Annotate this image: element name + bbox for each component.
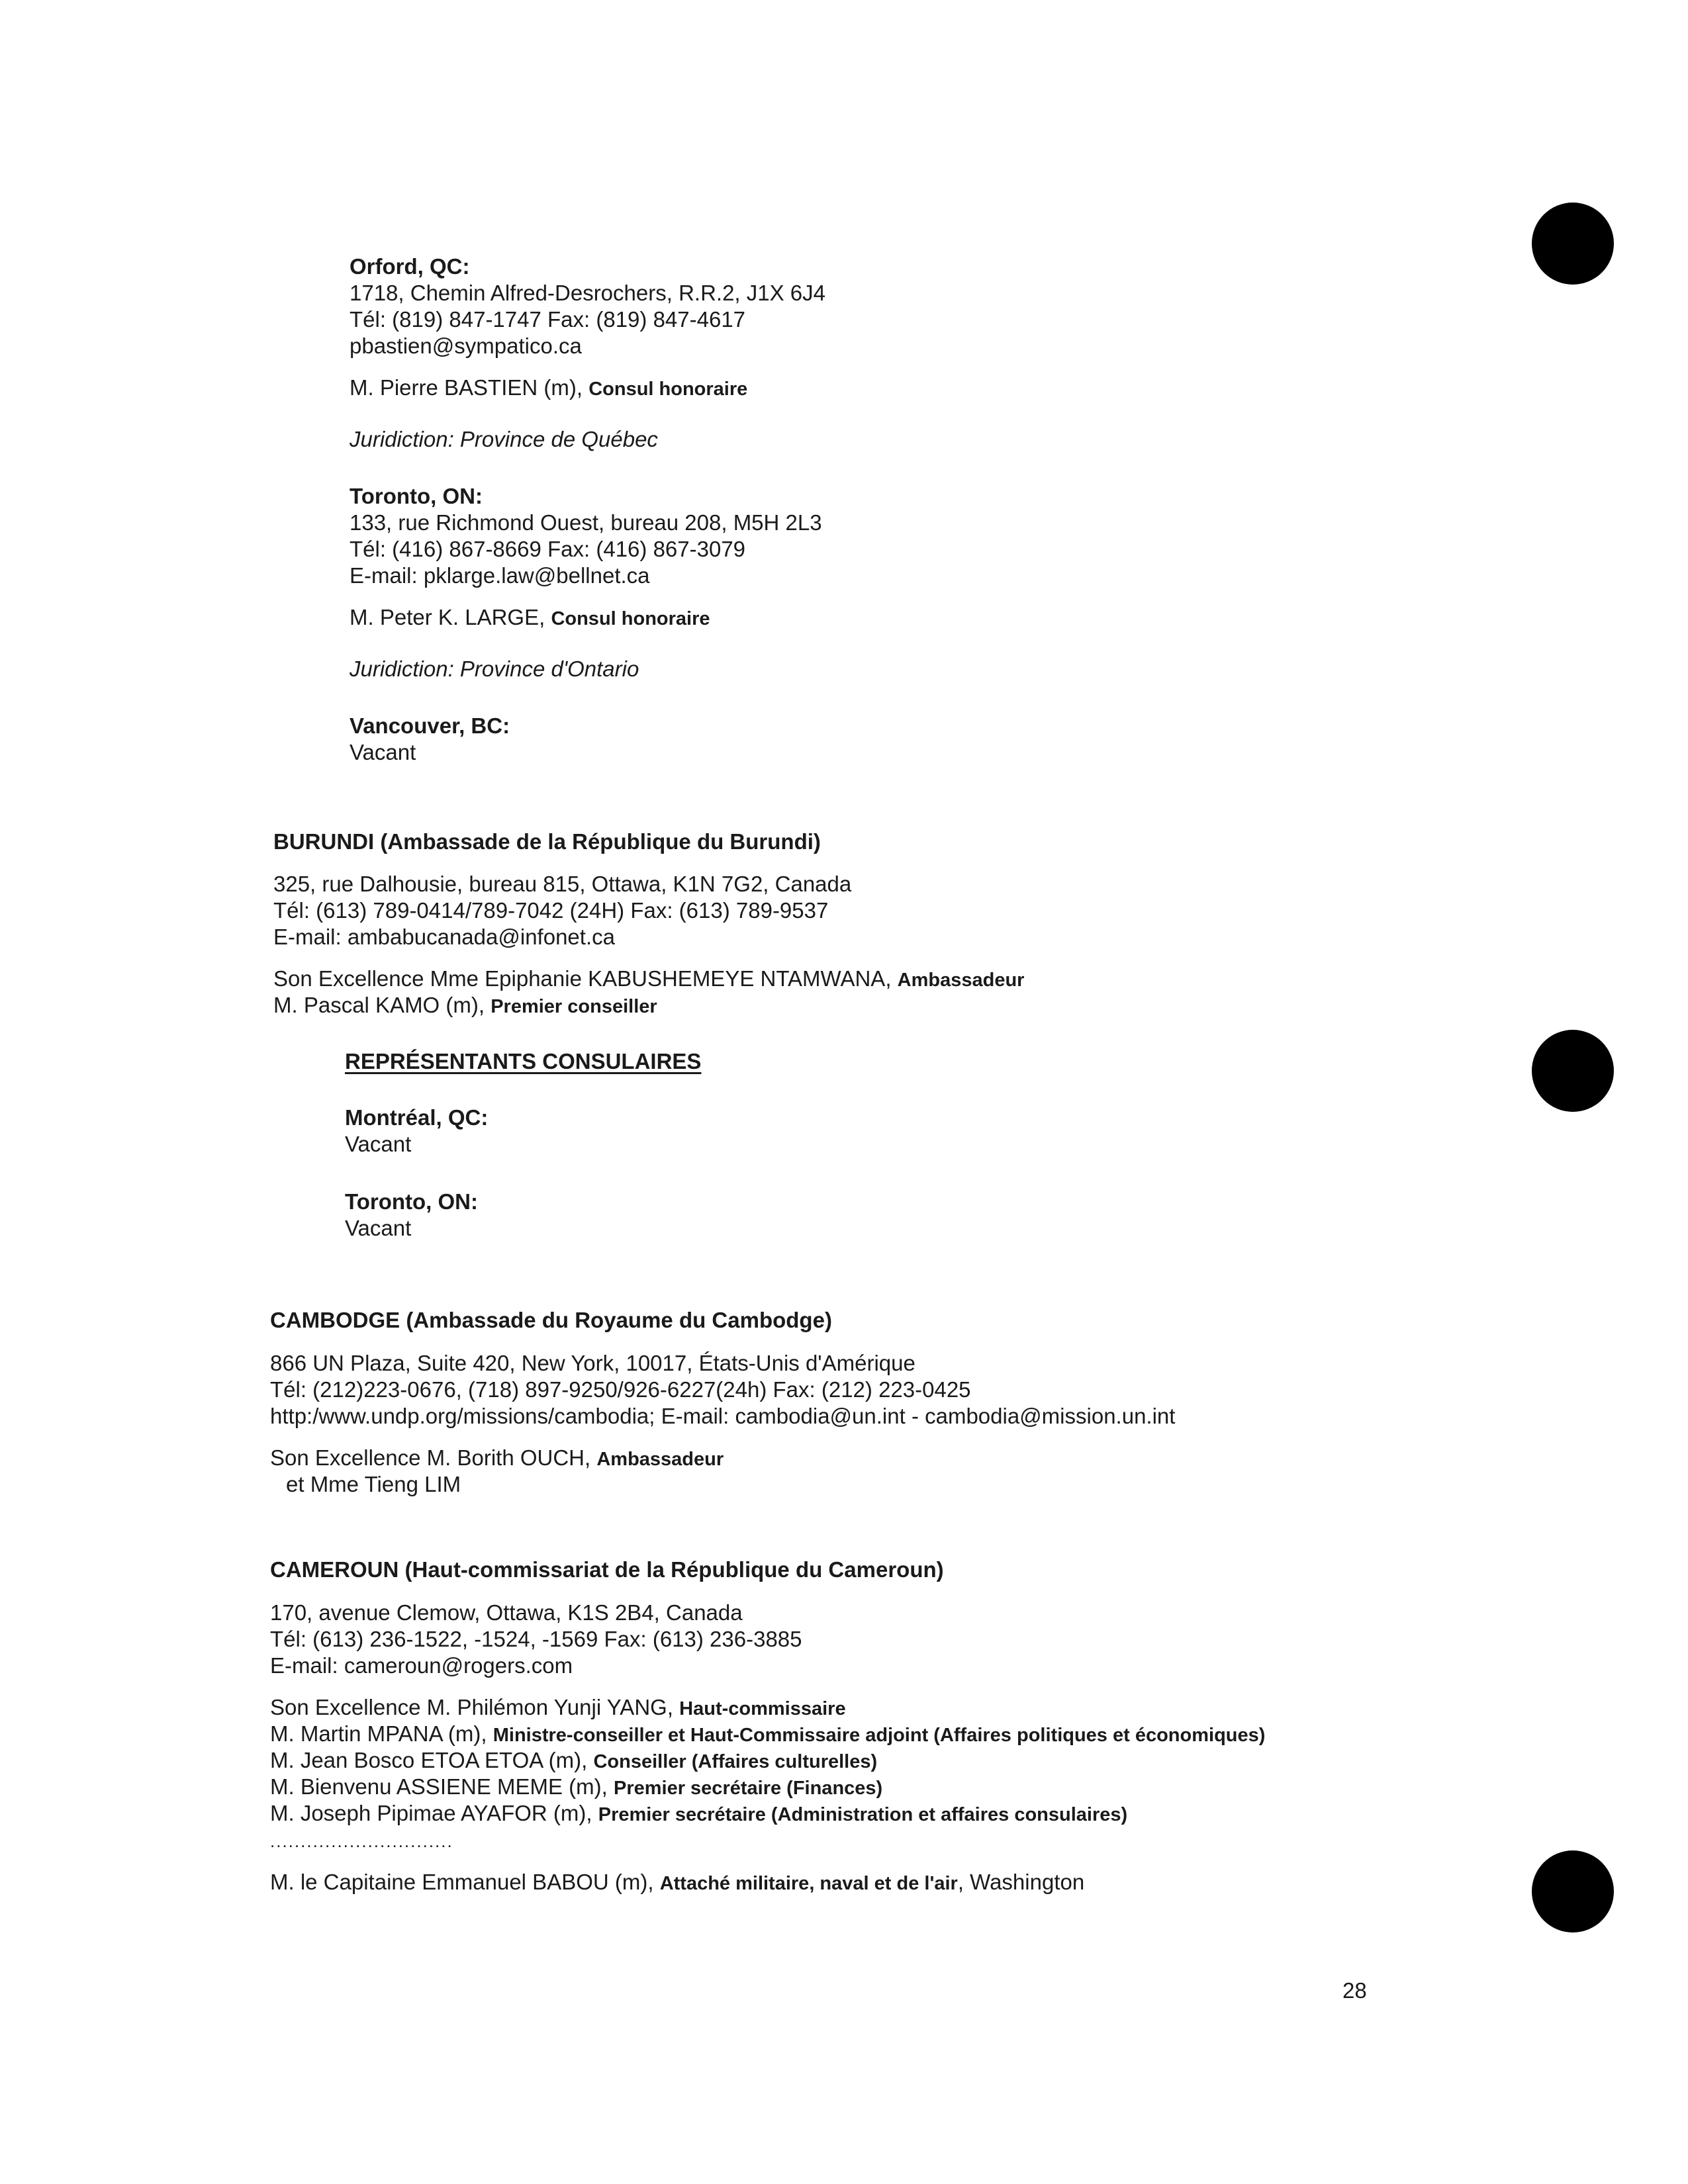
burundi-toronto-status: Vacant xyxy=(345,1216,412,1240)
cambodge-spouse: et Mme Tieng LIM xyxy=(286,1472,461,1496)
cambodge-web-email: http:/www.undp.org/missions/cambodia; E-mail: cambodia@un.int - cambodia@mission.un.int xyxy=(270,1404,1176,1428)
burundi-toronto-city: Toronto, ON: xyxy=(345,1189,478,1214)
cameroun-separator: .............................. xyxy=(270,1831,453,1851)
cameroun-email: E-mail: cameroun@rogers.com xyxy=(270,1653,573,1678)
orford-phone: Tél: (819) 847-1747 Fax: (819) 847-4617 xyxy=(350,307,746,332)
consul-name: M. Pierre BASTIEN (m), xyxy=(350,375,589,400)
cameroun-address: 170, avenue Clemow, Ottawa, K1S 2B4, Canada xyxy=(270,1600,743,1625)
cambodge-address: 866 UN Plaza, Suite 420, New York, 10017, États-Unis d'Amérique xyxy=(270,1351,915,1375)
burundi-phone: Tél: (613) 789-0414/789-7042 (24H) Fax: (613) 789-9537 xyxy=(273,898,829,923)
toronto-consul xyxy=(350,604,710,632)
burundi-staff-ambassador xyxy=(273,966,1024,993)
toronto-phone: Tél: (416) 867-8669 Fax: (416) 867-3079 xyxy=(350,537,746,561)
burundi-consular-heading: REPRÉSENTANTS CONSULAIRES xyxy=(345,1049,702,1073)
attache-name: M. le Capitaine Emmanuel BABOU (m), xyxy=(270,1870,660,1894)
cameroun-staff-minister-counsellor xyxy=(270,1721,1265,1749)
burundi-heading: BURUNDI (Ambassade de la République du Burundi) xyxy=(273,829,821,854)
punch-hole-top xyxy=(1532,203,1614,285)
staff-name: Son Excellence M. Borith OUCH, xyxy=(270,1445,597,1470)
cameroun-staff-high-commissioner xyxy=(270,1694,846,1722)
staff-name: M. Joseph Pipimae AYAFOR (m), xyxy=(270,1801,598,1825)
vancouver-city: Vancouver, BC: xyxy=(350,713,510,738)
toronto-email: E-mail: pklarge.law@bellnet.ca xyxy=(350,563,650,588)
cameroun-military-attache xyxy=(270,1869,1084,1897)
consul-name: M. Peter K. LARGE, xyxy=(350,605,551,629)
vancouver-status: Vacant xyxy=(350,740,416,764)
cambodge-staff-ambassador xyxy=(270,1445,724,1473)
staff-title: Premier secrétaire (Administration et affaires consulaires) xyxy=(598,1804,1128,1825)
staff-name: Son Excellence Mme Epiphanie KABUSHEMEYE NTAMWANA, xyxy=(273,966,898,991)
cameroun-staff-counsellor xyxy=(270,1747,877,1775)
burundi-address: 325, rue Dalhousie, bureau 815, Ottawa, K1N 7G2, Canada xyxy=(273,872,852,896)
burundi-email: E-mail: ambabucanada@infonet.ca xyxy=(273,925,615,949)
staff-name: M. Pascal KAMO (m), xyxy=(273,993,491,1017)
cameroun-staff-first-secretary-finance xyxy=(270,1774,882,1801)
orford-consul xyxy=(350,375,747,402)
attache-title: Attaché militaire, naval et de l'air xyxy=(659,1873,958,1894)
punch-hole-middle xyxy=(1532,1030,1614,1112)
staff-title: Ambassadeur xyxy=(897,970,1025,991)
staff-title: Ministre-conseiller et Haut-Commissaire adjoint (Affaires politiques et économiques) xyxy=(492,1725,1266,1746)
orford-jurisdiction: Juridiction: Province de Québec xyxy=(350,427,658,451)
consul-title: Consul honoraire xyxy=(588,379,748,400)
attache-location: , Washington xyxy=(957,1870,1085,1894)
burundi-staff-counsellor xyxy=(273,992,657,1020)
staff-title: Premier conseiller xyxy=(491,996,657,1017)
consul-title: Consul honoraire xyxy=(551,608,710,629)
toronto-city: Toronto, ON: xyxy=(350,484,483,508)
burundi-montreal-status: Vacant xyxy=(345,1132,412,1156)
cameroun-phone: Tél: (613) 236-1522, -1524, -1569 Fax: (613) 236-3885 xyxy=(270,1627,802,1651)
orford-address: 1718, Chemin Alfred-Desrochers, R.R.2, J1X 6J4 xyxy=(350,281,825,305)
toronto-address: 133, rue Richmond Ouest, bureau 208, M5H 2L3 xyxy=(350,510,822,535)
cambodge-heading: CAMBODGE (Ambassade du Royaume du Cambodge) xyxy=(270,1308,832,1332)
staff-name: Son Excellence M. Philémon Yunji YANG, xyxy=(270,1695,680,1719)
punch-hole-bottom xyxy=(1532,1850,1614,1933)
page-number: 28 xyxy=(1342,1978,1367,2003)
burundi-montreal-city: Montréal, QC: xyxy=(345,1105,489,1130)
cameroun-heading: CAMEROUN (Haut-commissariat de la République du Cameroun) xyxy=(270,1557,944,1582)
staff-name: M. Bienvenu ASSIENE MEME (m), xyxy=(270,1774,614,1799)
staff-name: M. Jean Bosco ETOA ETOA (m), xyxy=(270,1748,594,1772)
staff-title: Premier secrétaire (Finances) xyxy=(613,1778,883,1799)
orford-email: pbastien@sympatico.ca xyxy=(350,334,582,358)
cameroun-staff-first-secretary-admin xyxy=(270,1800,1127,1828)
staff-title: Haut-commissaire xyxy=(679,1698,846,1719)
toronto-jurisdiction: Juridiction: Province d'Ontario xyxy=(350,657,639,681)
staff-name: M. Martin MPANA (m), xyxy=(270,1721,493,1746)
orford-city: Orford, QC: xyxy=(350,254,470,279)
staff-title: Conseiller (Affaires culturelles) xyxy=(593,1751,878,1772)
cambodge-phone: Tél: (212)223-0676, (718) 897-9250/926-6227(24h) Fax: (212) 223-0425 xyxy=(270,1377,971,1402)
staff-title: Ambassadeur xyxy=(596,1449,724,1470)
